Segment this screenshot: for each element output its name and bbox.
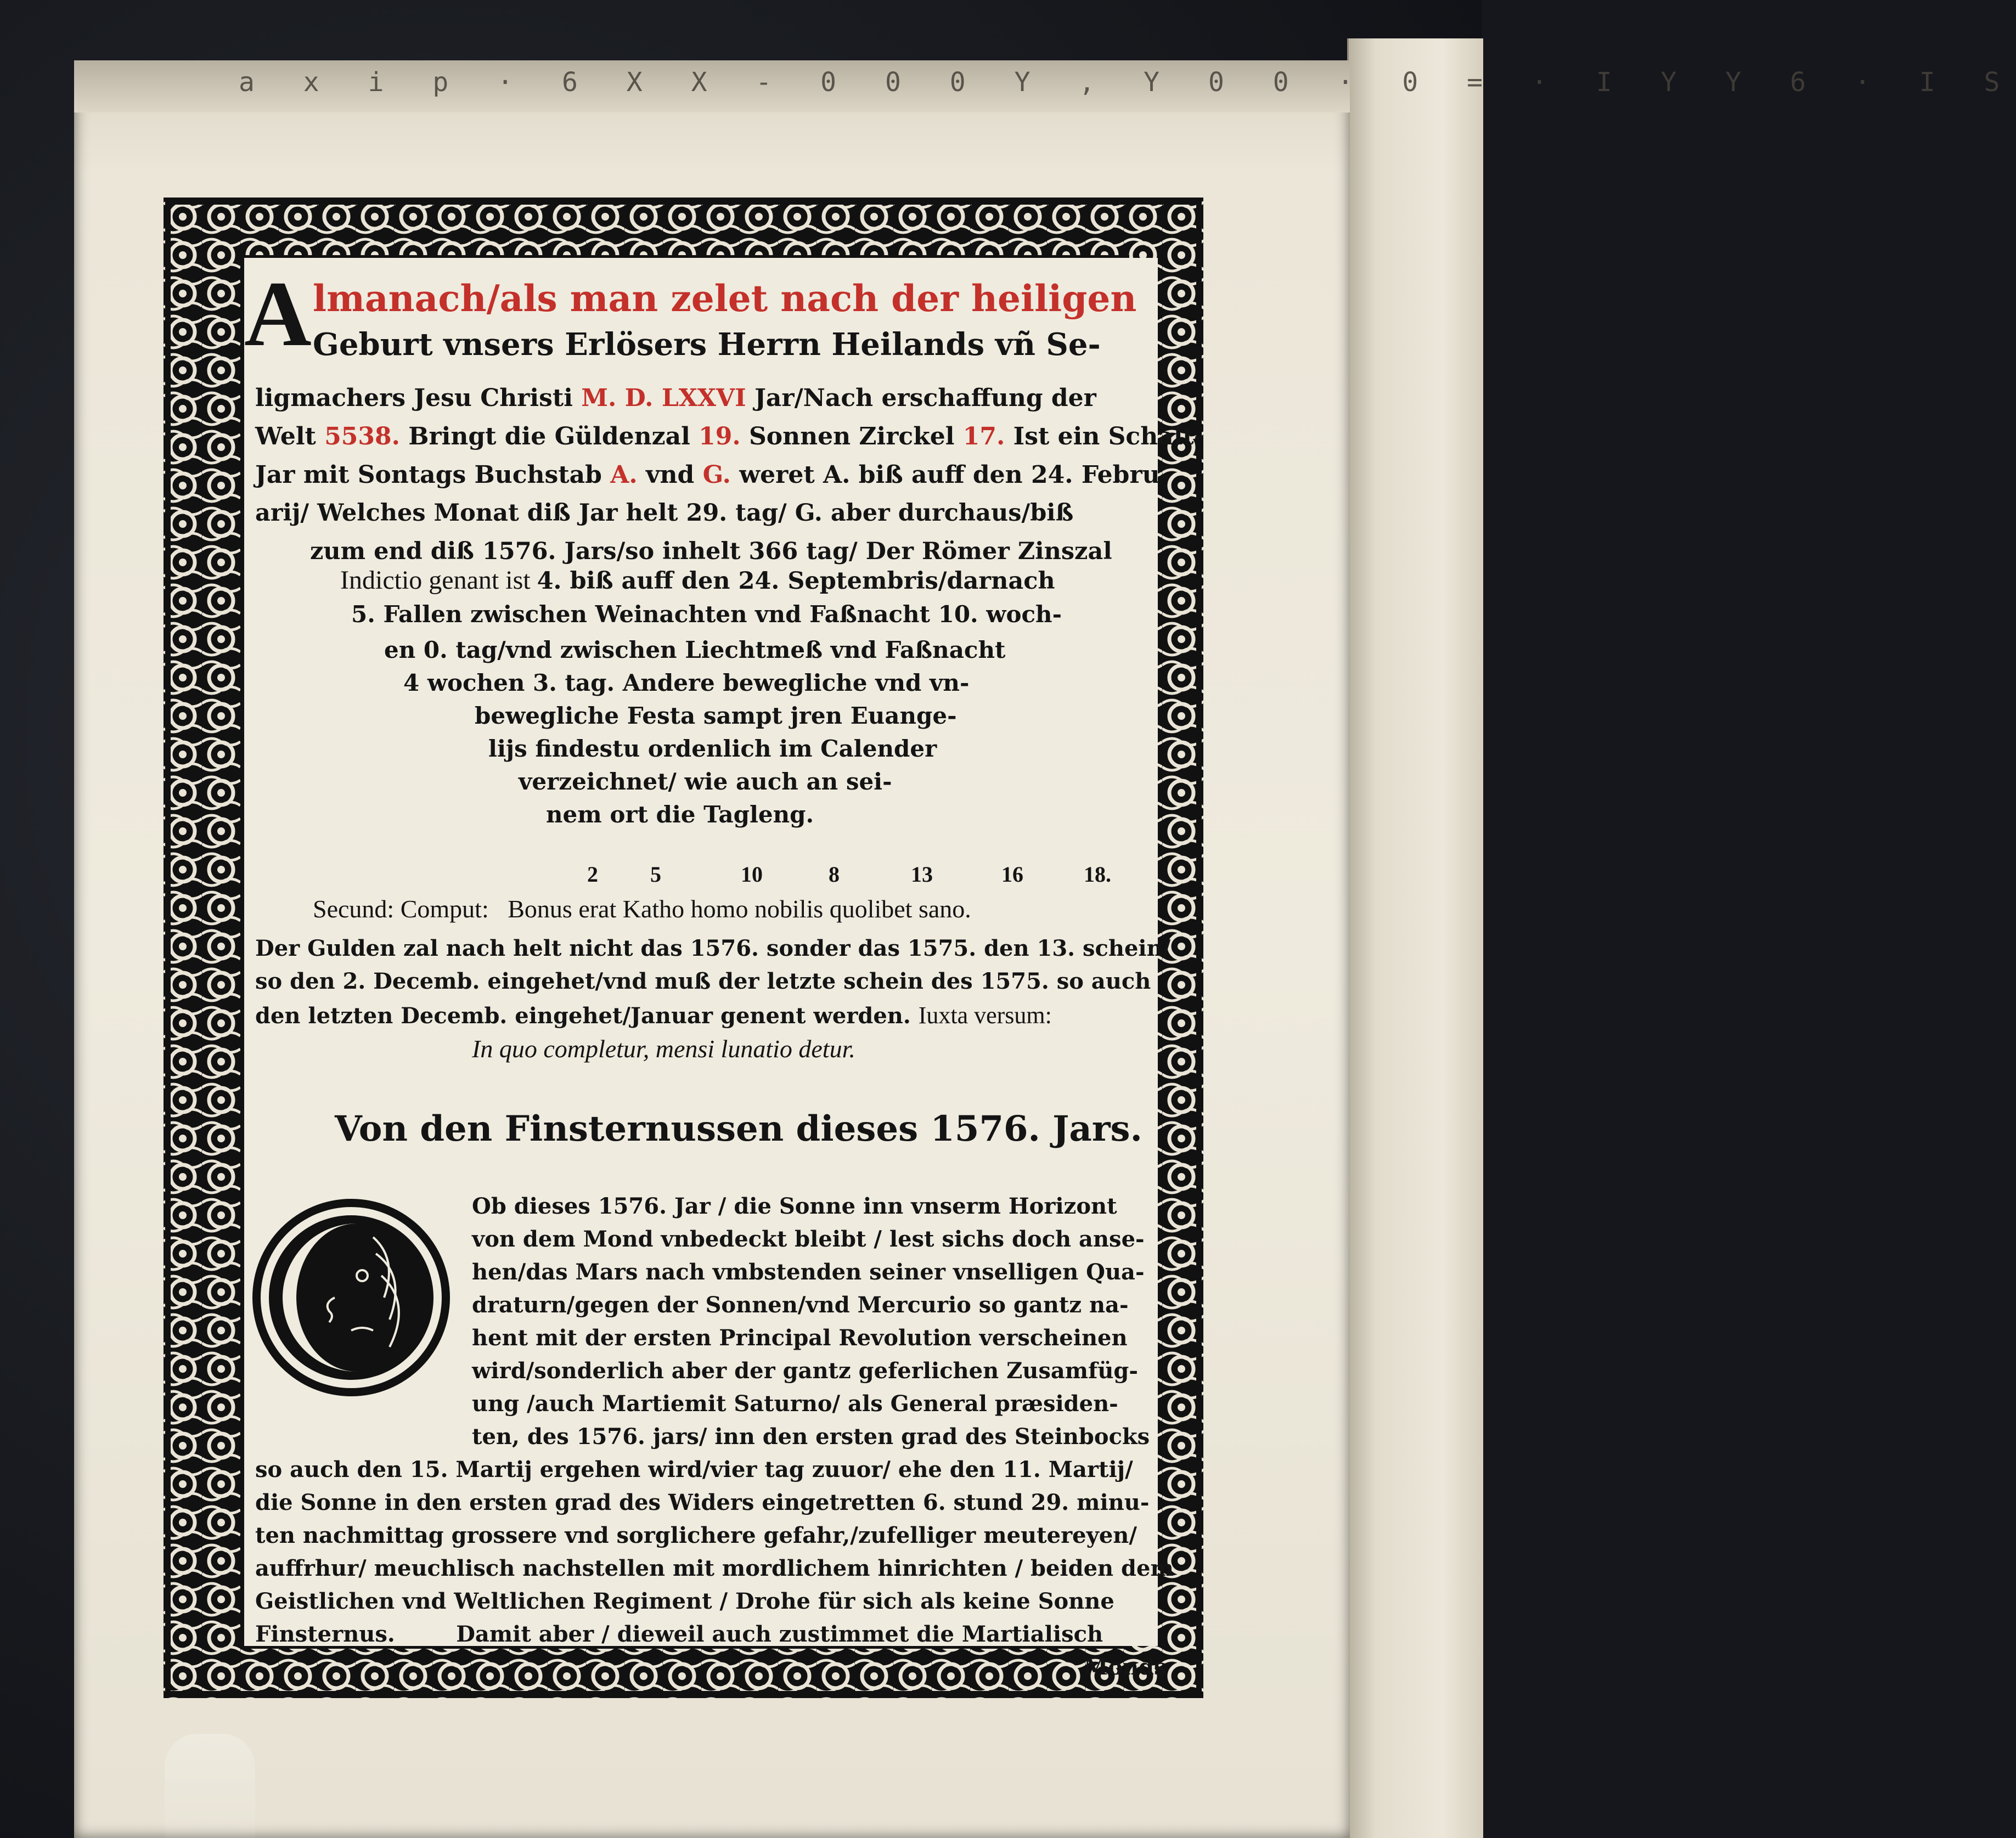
computus-number: 18.: [1084, 862, 1111, 887]
computus-number: 16: [1001, 862, 1023, 887]
title-line-15: nem ort die Tagleng.: [546, 801, 814, 828]
facing-page-edge: [1347, 38, 1483, 1838]
title-line-5: [255, 461, 1170, 489]
eclipse-wrap-line: ung /auch Martiemit Saturno/ als General præsiden-: [472, 1391, 1118, 1417]
computus-number: 2: [587, 862, 598, 887]
world-year: 5538.: [324, 422, 400, 450]
title-line-5-b: vnd: [637, 461, 703, 489]
title-line-3-b: Jar/Nach erschaffung der: [746, 384, 1096, 412]
computus-number: 10: [741, 862, 763, 887]
year-roman: M. D. LXXVI: [581, 384, 746, 412]
computus-number: 5: [650, 862, 661, 887]
computus-line: [313, 894, 971, 923]
eclipse-full-line: Finsternus. Damit aber / dieweil auch zustimmet die Martialisch: [255, 1621, 1103, 1647]
title-line-11: 4 wochen 3. tag. Andere bewegliche vnd vn-: [403, 669, 970, 696]
gulden-line-4: In quo completur, mensi lunatio detur.: [472, 1035, 855, 1063]
gulden-line-3-a: den letzten Decemb. eingehet/Januar genent werden.: [255, 1003, 919, 1029]
title-line-5-a: Jar mit Sontags Buchstab: [255, 461, 611, 489]
title-line-4-b: Bringt die Güldenzal: [399, 422, 699, 450]
title-line-4: [255, 422, 1204, 450]
top-strip-text: a x i p · 6 X X - 0 0 0 Y , Y 0 0 · 0 = · I Y Y 6 · I S: [239, 67, 2016, 98]
title-line-12: bewegliche Festa sampt jren Euange-: [475, 702, 957, 729]
eclipse-full-line: so auch den 15. Martij ergehen wird/vier tag zuuor/ ehe den 11. Martij/: [255, 1457, 1133, 1482]
title-line-2: Geburt vnsers Erlösers Herrn Heilands vñ Se-: [313, 326, 1101, 363]
computus-number: 13: [911, 862, 933, 887]
iuxta-versum: Iuxta versum:: [918, 1002, 1052, 1029]
title-line-7: zum end diß 1576. Jars/so inhelt 366 tag/ Der Römer Zinszal: [310, 538, 1112, 565]
eclipse-wrap-line: ten, des 1576. jars/ inn den ersten grad des Steinbocks: [472, 1424, 1150, 1450]
eclipse-wrap-line: draturn/gegen der Sonnen/vnd Mercurio so gantz na-: [472, 1292, 1129, 1318]
computus-numbers: [587, 861, 1111, 887]
computus-label: Secund: Comput:: [313, 895, 489, 923]
eclipse-full-line: auffrhur/ meuchlisch nachstellen mit mordlichem hinrichten / beiden dem: [255, 1555, 1174, 1581]
computus-verse: Bonus erat Katho homo nobilis quolibet sano.: [508, 895, 971, 923]
eclipse-wrap-line: Ob dieses 1576. Jar / die Sonne inn vnserm Horizont: [472, 1193, 1117, 1219]
eclipse-full-line: die Sonne in den ersten grad des Widers eingetretten 6. stund 29. minu-: [255, 1490, 1150, 1515]
golden-number: 19.: [699, 422, 741, 450]
dominical-letter-g: G.: [702, 461, 731, 489]
title-line-5-c: weret A. biß auff den 24. Febru-: [730, 461, 1170, 489]
title-red-text: lmanach/als man zelet nach der heiligen: [313, 277, 1137, 320]
title-line-3-a: ligmachers Jesu Christi: [255, 384, 582, 412]
title-line-13: lijs findestu ordenlich im Calender: [488, 735, 937, 762]
catchword: Monds: [1084, 1654, 1167, 1680]
eclipse-heading: Von den Finsternussen dieses 1576. Jars.: [335, 1108, 1142, 1149]
gulden-line-1: Der Gulden zal nach helt nicht das 1576. sonder das 1575. den 13. schein/: [255, 935, 1171, 961]
title-line-1: [313, 277, 1136, 320]
moon-face-woodcut: [247, 1193, 455, 1402]
title-line-14: verzeichnet/ wie auch an sei-: [519, 768, 892, 795]
title-line-8-a: Indictio genant ist: [340, 566, 537, 595]
solar-cycle: 17.: [962, 422, 1005, 450]
dominical-letter-a: A.: [610, 461, 638, 489]
title-line-4-d: Ist ein Schalt-: [1005, 422, 1204, 450]
eclipse-wrap-line: von dem Mond vnbedeckt bleibt / lest sichs doch anse-: [472, 1226, 1145, 1252]
title-line-4-c: Sonnen Zirckel: [740, 422, 963, 450]
eclipse-full-line: Geistlichen vnd Weltlichen Regiment / Drohe für sich als keine Sonne: [255, 1588, 1114, 1614]
title-line-4-a: Welt: [255, 422, 325, 450]
gulden-line-2: so den 2. Decemb. eingehet/vnd muß der letzte schein des 1575. so auch: [255, 968, 1151, 994]
top-strip: [74, 60, 2016, 112]
title-line-3: [255, 384, 1096, 412]
title-line-6: arij/ Welches Monat diß Jar helt 29. tag/ G. aber durchaus/biß: [255, 499, 1074, 527]
title-line-9: 5. Fallen zwischen Weinachten vnd Faßnacht 10. woch-: [351, 601, 1062, 628]
eclipse-full-line: ten nachmittag grossere vnd sorglichere gefahr,/zufelliger meutereyen/: [255, 1523, 1137, 1548]
book-stand-clip: [165, 1734, 255, 1838]
title-line-8: [340, 565, 1055, 595]
computus-number: 8: [829, 862, 840, 887]
decorated-initial: A: [244, 262, 312, 365]
title-line-10: en 0. tag/vnd zwischen Liechtmeß vnd Faßnacht: [384, 636, 1006, 663]
eclipse-wrap-line: hent mit der ersten Principal Revolution verscheinen: [472, 1325, 1128, 1351]
eclipse-wrap-line: wird/sonderlich aber der gantz geferlichen Zusamfüg-: [472, 1358, 1138, 1384]
gulden-line-3: [255, 1001, 1052, 1029]
eclipse-wrap-line: hen/das Mars nach vmbstenden seiner vnselligen Qua-: [472, 1259, 1145, 1285]
title-line-8-b: 4. biß auff den 24. Septembris/darnach: [537, 567, 1055, 595]
